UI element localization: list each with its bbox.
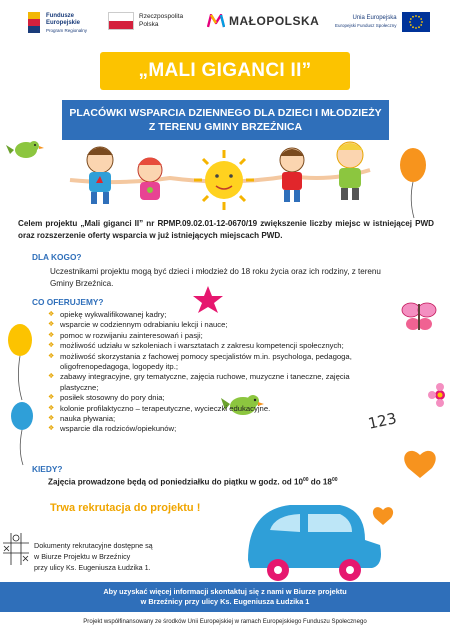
list-item: ❖ zabawy integracyjne, gry tematyczne, zajęcia ruchowe, muzyczne i taneczne, zajęcia plastyczne; bbox=[48, 372, 378, 393]
list-item: ❖ opiekę wykwalifikowanej kadry; bbox=[48, 310, 378, 320]
balloon-icon-top-right bbox=[400, 148, 426, 218]
schedule-time-from-sup: 00 bbox=[302, 477, 309, 483]
footer-line1: Aby uzyskać więcej informacji skontaktuj się z nami w Biurze projektu bbox=[103, 587, 347, 596]
bird-icon-left bbox=[6, 141, 44, 158]
list-item: ❖ możliwość udziału w szkoleniach i warsztatach z zakresu kompetencji społecznych; bbox=[48, 341, 378, 351]
subtitle-line2: Z TERENU GMINY BRZEŹNICA bbox=[148, 121, 303, 133]
dla-kogo-heading: DLA KOGO? bbox=[32, 252, 82, 262]
documents-line1: Dokumenty rekrutacyjne dostępne są bbox=[34, 541, 153, 550]
butterfly-icon bbox=[402, 303, 436, 330]
rp-line1: Rzeczpospolita bbox=[139, 13, 184, 20]
star-icon bbox=[193, 286, 223, 313]
dla-kogo-body: Uczestnikami projektu mogą być dzieci i młodzież do 18 roku życia oraz ich rodziny, z terenu Gminy Brzeźnica. bbox=[50, 267, 381, 288]
tic-tac-toe-icon bbox=[3, 533, 29, 565]
list-item: ❖ pomoc w rozwijaniu zainteresowań i pasji; bbox=[48, 331, 378, 341]
eu-line2: Europejski Fundusz Społeczny bbox=[335, 23, 397, 28]
list-item: ❖ kolonie profilaktyczno – terapeutyczne, wycieczki edukacyjne. bbox=[48, 404, 378, 414]
kiedy-heading: KIEDY? bbox=[32, 464, 63, 474]
eu-line1: Unia Europejska bbox=[352, 15, 397, 21]
balloon-icon-left bbox=[8, 324, 32, 400]
documents-info bbox=[34, 540, 224, 573]
offer-list bbox=[48, 310, 378, 435]
doodle-numbers-text: 123 bbox=[366, 409, 399, 433]
fe-line3: Program Regionalny bbox=[46, 27, 88, 33]
recruitment-notice: Trwa rekrutacja do projektu ! bbox=[50, 502, 201, 514]
list-item: ❖ wsparcie w codziennym odrabianiu lekcji i nauce; bbox=[48, 320, 378, 330]
schedule-text-middle: do 18 bbox=[308, 477, 332, 487]
documents-line3: przy ulicy Ks. Eugeniusza Łudzika 1. bbox=[34, 563, 151, 572]
page-title: „MALI GIGANCI II” bbox=[138, 60, 312, 81]
children-illustration bbox=[70, 142, 370, 210]
schedule-time-to-sup: 00 bbox=[331, 477, 338, 483]
cofinance-note: Projekt współfinansowany ze środków Unii Europejskiej w ramach Europejskiego Funduszu Społecznego bbox=[83, 618, 367, 625]
list-item: ❖ nauka pływania; bbox=[48, 414, 378, 424]
list-item: ❖ wsparcie dla rodziców/opiekunów; bbox=[48, 424, 378, 434]
fe-line1: Fundusze bbox=[46, 12, 74, 19]
footer-line2: w Brzeźnicy przy ulicy Ks. Eugeniusza Łudzika 1 bbox=[140, 597, 310, 606]
balloon-icon-left-blue bbox=[11, 402, 33, 465]
flower-icon bbox=[428, 383, 445, 407]
list-item: ❖ posiłek stosowny do pory dnia; bbox=[48, 393, 378, 403]
rp-line2: Polska bbox=[139, 21, 159, 28]
intro-paragraph: Celem projektu „Mali giganci II” nr RPMP.09.02.01-12-0670/19 zwiększenie liczby miejsc w istniejącej PWD oraz rozszerzenie oferty wsparcia w już istniejących miejscach PWD. bbox=[18, 219, 434, 240]
heart-icon-right bbox=[404, 451, 436, 478]
list-item: ❖ możliwość skorzystania z fachowej pomocy specjalistów m.in. psychologa, pedagoga, oligofrenopedagoga, logopedy itp.; bbox=[48, 352, 378, 373]
car-illustration bbox=[248, 505, 381, 581]
schedule-text bbox=[48, 477, 428, 487]
contact-footer-banner bbox=[0, 582, 450, 612]
schedule-text-start: Zajęcia prowadzone będą od poniedziałku do piątku w godz. od 10 bbox=[48, 477, 303, 487]
fe-line2: Europejskie bbox=[46, 19, 81, 26]
heart-icon-lower bbox=[373, 507, 393, 525]
subtitle-line1: PLACÓWKI WSPARCIA DZIENNEGO DLA DZIECI I MŁODZIEŻY bbox=[69, 107, 382, 119]
documents-line2: w Biurze Projektu w Brzeźnicy bbox=[34, 552, 131, 561]
co-oferujemy-heading: CO OFERUJEMY? bbox=[32, 297, 104, 307]
malopolska-text: MAŁOPOLSKA bbox=[229, 14, 320, 28]
